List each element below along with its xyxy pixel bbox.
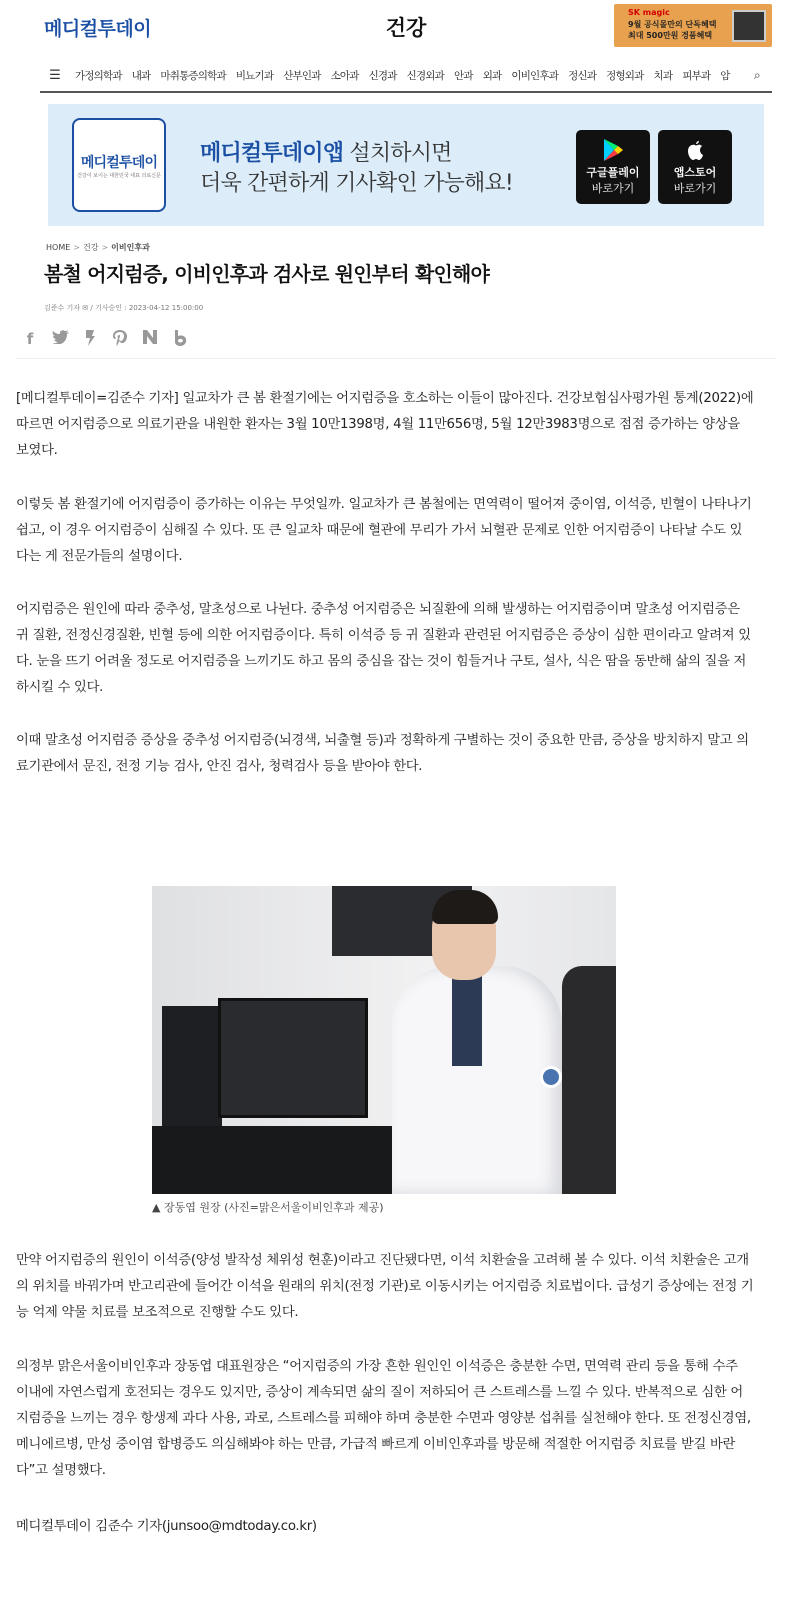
photo-caption: ▲ 장동엽 원장 (사진=맑은서울이비인후과 제공) bbox=[152, 1201, 384, 1214]
breadcrumb bbox=[46, 242, 150, 253]
nav-item[interactable]: 산부인과 bbox=[283, 70, 321, 82]
site-header bbox=[40, 0, 772, 56]
app-store-button[interactable] bbox=[658, 130, 732, 204]
nav-item[interactable]: 암 bbox=[720, 70, 730, 82]
kakaostory-icon[interactable] bbox=[82, 330, 98, 348]
section-title[interactable]: 건강 bbox=[385, 16, 427, 40]
article-paragraph: 이렇듯 봄 환절기에 어지럼증이 증가하는 이유는 무엇일까. 일교차가 큰 봄철에는 면역력이 떨어져 중이염, 이석증, 빈혈이 나타나기 쉽고, 이 경우 어지럼증이 심해질 수 있다. 또 큰 일교차 때문에 혈관에 무리가 가서 뇌혈관 문제로 인한 어지럼증이 나타날 수도 있다는 게 전문가들의 설명이다. bbox=[16, 497, 752, 564]
banner-highlight: 메디컬투데이앱 bbox=[200, 141, 344, 166]
app-store-title: 앱스토어 bbox=[673, 166, 717, 179]
app-store-sub: 바로가기 bbox=[673, 182, 717, 195]
nav-item[interactable]: 치과 bbox=[653, 70, 673, 82]
google-play-title: 구글플레이 bbox=[586, 166, 640, 179]
app-install-banner[interactable] bbox=[48, 104, 764, 226]
breadcrumb-separator: > bbox=[73, 243, 80, 252]
breadcrumb-section[interactable]: 건강 bbox=[82, 243, 99, 252]
breadcrumb-home[interactable]: HOME bbox=[46, 243, 71, 252]
nav-item[interactable]: 신경외과 bbox=[406, 70, 444, 82]
nav-item[interactable]: 신경과 bbox=[368, 70, 397, 82]
nav-item[interactable]: 정신과 bbox=[568, 70, 597, 82]
nav-item[interactable]: 가정의학과 bbox=[75, 70, 122, 82]
photo-chair bbox=[562, 966, 616, 1194]
byline bbox=[44, 303, 203, 313]
category-nav bbox=[40, 60, 772, 93]
share-divider bbox=[16, 358, 776, 359]
app-logo-subtext: 건강이 보이는 대한민국 대표 의료신문 bbox=[77, 173, 161, 179]
nav-item[interactable]: 마취통증의학과 bbox=[160, 70, 226, 82]
ad-line-1: 9월 공식몰만의 단독혜택 bbox=[628, 20, 717, 29]
breadcrumb-separator: > bbox=[101, 243, 109, 252]
naver-icon[interactable] bbox=[142, 330, 158, 348]
banner-line-2: 더욱 간편하게 기사확인 가능해요! bbox=[200, 171, 513, 196]
photo-badge bbox=[540, 1066, 562, 1088]
band-icon[interactable] bbox=[172, 330, 188, 348]
ad-product-image bbox=[732, 10, 766, 42]
search-icon[interactable]: ⌕ bbox=[754, 68, 761, 82]
facebook-icon[interactable]: f bbox=[26, 330, 34, 348]
app-logo-text: 메디컬투데이 bbox=[80, 155, 158, 171]
nav-item[interactable]: 안과 bbox=[454, 70, 473, 82]
email-icon[interactable]: ✉ bbox=[82, 304, 89, 312]
pinterest-icon[interactable] bbox=[112, 330, 128, 348]
nav-item[interactable]: 이비인후과 bbox=[511, 70, 559, 82]
google-play-button[interactable] bbox=[576, 130, 650, 204]
article-paragraph: 의정부 맑은서울이비인후과 장동엽 대표원장은 “어지럼증의 가장 흔한 원인인 이석증은 충분한 수면, 면역력 관리 등을 통해 수주 이내에 자연스럽게 호전되는 경우도 있지만, 증상이 계속되면 삶의 질이 저하되어 큰 스트레스를 느낄 수 있다. 반복적으로 심한 어지럼증을 느끼는 경우 항생제 과다 사용, 과로, 스트레스를 피해야 하며 충분한 수면과 영양분 섭취를 실천해야 한다. 또 전정신경염, 메니에르병, 만성 중이염 합병증도 의심해봐야 하는 만큼, 가급적 빠르게 이비인후과를 방문해 적절한 어지럼증 치료를 받길 바란다”고 설명했다. bbox=[16, 1359, 751, 1478]
nav-item[interactable]: 비뇨기과 bbox=[235, 70, 274, 82]
google-play-icon bbox=[576, 138, 650, 162]
nav-item[interactable]: 피부과 bbox=[682, 70, 711, 82]
breadcrumb-current[interactable]: 이비인후과 bbox=[111, 243, 150, 252]
article-paragraph: 만약 어지럼증의 원인이 이석증(양성 발작성 체위성 현훈)이라고 진단됐다면, 이석 치환술을 고려해 볼 수 있다. 이석 치환술은 고개의 위치를 바꿔가며 반고리관에 들어간 이석을 원래의 위치(전정 기관)로 이동시키는 어지럼증 치료법이다. 급성기 증상에는 전정 기능 억제 약물 치료를 보조적으로 진행할 수도 있다. bbox=[16, 1253, 754, 1320]
top-advertisement[interactable] bbox=[614, 4, 772, 47]
author-name: 김준수 기자 bbox=[44, 304, 81, 312]
nav-item[interactable]: 정형외과 bbox=[606, 70, 644, 82]
article-paragraph: [메디컬투데이=김준수 기자] 일교차가 큰 봄 환절기에는 어지럼증을 호소하는 이들이 많아진다. 건강보험심사평가원 통계(2022)에 따르면 어지럼증으로 의료기관을 내원한 환자는 3월 10만1398명, 4월 11만656명, 5월 12만3983명으로 점점 증가하는 양상을 보였다. bbox=[16, 391, 754, 458]
article-paragraph: 어지럼증은 원인에 따라 중추성, 말초성으로 나뉜다. 중추성 어지럼증은 뇌질환에 의해 발생하는 어지럼증이며 말초성 어지럼증은 귀 질환, 전정신경질환, 빈혈 등에 의한 어지럼증이다. 특히 이석증 등 귀 질환과 관련된 어지럼증은 증상이 심한 편이라고 알려져 있다. 눈을 뜨기 어려울 정도로 어지럼증을 느끼기도 하고 몸의 중심을 잡는 것이 힘들거나 구토, 설사, 식은 땀을 동반해 삶의 질을 저하시킬 수 있다. bbox=[16, 602, 751, 695]
twitter-icon[interactable] bbox=[52, 330, 68, 348]
share-bar bbox=[22, 330, 188, 348]
google-play-sub: 바로가기 bbox=[591, 182, 635, 195]
nav-item[interactable]: 내과 bbox=[131, 70, 151, 82]
article-headline: 봄철 어지럼증, 이비인후과 검사로 원인부터 확인해야 bbox=[44, 262, 490, 286]
article-signature: 메디컬투데이 김준수 기자(junsoo@mdtoday.co.kr) bbox=[16, 1519, 317, 1534]
menu-icon[interactable]: ☰ bbox=[49, 68, 61, 83]
ad-line-2: 최대 500만원 경품혜택 bbox=[628, 31, 713, 40]
app-logo bbox=[72, 118, 166, 212]
photo-doctor-shirt bbox=[452, 976, 482, 1066]
banner-line-1 bbox=[200, 136, 452, 167]
photo-monitor bbox=[218, 998, 368, 1118]
nav-item[interactable]: 소아과 bbox=[330, 70, 359, 82]
article-paragraph: 이때 말초성 어지럼증 증상을 중추성 어지럼증(뇌경색, 뇌출혈 등)과 정확하게 구별하는 것이 중요한 만큼, 증상을 방치하지 말고 의료기관에서 문진, 전정 기능 검사, 안진 검사, 청력검사 등을 받아야 한다. bbox=[16, 733, 749, 774]
apple-icon bbox=[658, 138, 732, 162]
approval-date: / 기사승인 : 2023-04-12 15:00:00 bbox=[90, 304, 204, 312]
nav-item[interactable]: 외과 bbox=[482, 70, 502, 82]
article-photo bbox=[152, 886, 616, 1194]
banner-line-1-rest: 설치하시면 bbox=[343, 141, 452, 166]
ad-brand: SK magic bbox=[628, 8, 670, 17]
site-logo[interactable]: 메디컬투데이 bbox=[44, 18, 152, 40]
